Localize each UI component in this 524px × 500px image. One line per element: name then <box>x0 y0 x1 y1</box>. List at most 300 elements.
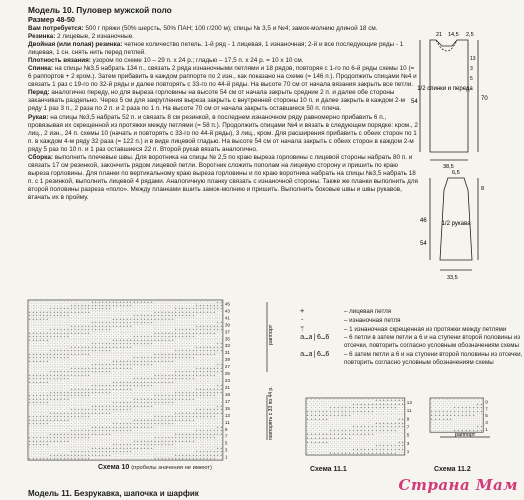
chart112-cell-symbol: · <box>457 425 459 429</box>
chart10-cell-symbol: + <box>210 328 212 332</box>
chart10-cell-symbol: · <box>189 408 191 412</box>
chart10-cell-symbol: · <box>168 383 170 387</box>
chart10-cell-symbol: + <box>74 453 76 457</box>
chart10-cell-symbol: · <box>196 442 198 446</box>
chart10-cell-symbol: + <box>158 331 160 335</box>
chart10-cell-symbol: + <box>98 446 100 450</box>
chart10-cell-symbol: · <box>164 387 166 391</box>
chart10-cell-symbol: · <box>217 415 219 419</box>
chart10-cell-symbol: + <box>210 331 212 335</box>
chart10-cell-symbol: · <box>158 383 160 387</box>
chart10-cell-symbol: + <box>175 411 177 415</box>
chart11-cell-symbol: · <box>402 432 404 436</box>
chart10-cell-symbol: · <box>206 376 208 380</box>
chart10-cell-symbol: + <box>144 342 146 346</box>
chart10-cell-symbol: + <box>32 394 34 398</box>
chart10-cell-symbol: · <box>203 342 205 346</box>
chart10-cell-symbol: · <box>84 300 86 304</box>
chart10-cell-symbol: · <box>137 328 139 332</box>
chart11-cell-symbol: + <box>368 428 371 432</box>
chart10-cell-symbol: · <box>109 373 111 377</box>
chart10-cell-symbol: + <box>57 432 59 436</box>
chart10-cell-symbol: + <box>71 432 73 436</box>
chart10-cell-symbol: + <box>105 324 107 328</box>
chart10-cell-symbol: · <box>46 432 48 436</box>
chart10-cell-symbol: + <box>175 328 177 332</box>
chart10-cell-symbol: · <box>137 387 139 391</box>
chart112-cell-symbol: · <box>465 425 467 429</box>
chart10-cell-symbol: + <box>84 366 86 370</box>
chart10-cell-symbol: + <box>196 352 198 356</box>
chart10-cell-symbol: + <box>109 307 111 311</box>
chart11-cell-symbol: · <box>330 444 332 448</box>
chart10-cell-symbol: + <box>109 369 111 373</box>
chart10-cell-symbol: + <box>178 456 180 460</box>
chart10-cell-symbol: · <box>64 383 66 387</box>
chart10-cell-symbol: + <box>178 376 180 380</box>
chart10-cell-symbol: · <box>151 415 153 419</box>
chart10-cell-symbol: + <box>36 394 38 398</box>
chart10-cell-symbol: + <box>57 355 59 359</box>
chart10-cell-symbol: + <box>192 331 194 335</box>
chart11-cell-symbol: + <box>341 409 344 413</box>
chart10-cell-symbol: · <box>81 300 83 304</box>
chart10-cell-symbol: · <box>102 352 104 356</box>
body-rib: 2 лицевые, 2 изнаночные. <box>55 33 134 40</box>
chart10-cell-symbol: · <box>116 418 118 422</box>
chart10-cell-symbol: · <box>147 456 149 460</box>
chart10-cell-symbol: · <box>64 303 66 307</box>
chart10-cell-symbol: · <box>102 394 104 398</box>
chart10-cell-symbol: + <box>133 422 135 426</box>
chart10-cell-symbol: · <box>50 383 52 387</box>
chart10-cell-symbol: + <box>130 387 132 391</box>
chart10-cell-symbol: · <box>217 352 219 356</box>
chart10-cell-symbol: · <box>116 456 118 460</box>
chart11-cell-symbol: + <box>311 436 314 440</box>
chart11-cell-symbol: + <box>364 451 367 455</box>
chart112-cell-symbol: · <box>454 417 456 421</box>
chart10-cell-symbol: + <box>88 432 90 436</box>
chart10-cell-symbol: · <box>175 404 177 408</box>
chart10-cell-symbol: · <box>53 345 55 349</box>
chart11-cell-symbol: + <box>398 440 401 444</box>
chart10-cell-symbol: + <box>60 307 62 311</box>
chart10-cell-symbol: · <box>203 314 205 318</box>
chart10-cell-symbol: + <box>213 310 215 314</box>
chart10-cell-symbol: · <box>151 390 153 394</box>
chart10-cell-symbol: · <box>39 366 41 370</box>
chart10-cell-symbol: · <box>154 321 156 325</box>
chart10-cell-symbol: + <box>95 349 97 353</box>
chart10-cell-symbol: · <box>119 439 121 443</box>
chart10-cell-symbol: + <box>171 314 173 318</box>
chart11-cell-symbol: + <box>330 406 333 410</box>
chart10-cell-symbol: · <box>116 373 118 377</box>
chart11-cell-symbol: · <box>364 440 366 444</box>
chart11-cell-symbol: + <box>352 409 355 413</box>
chart10-cell-symbol: · <box>151 453 153 457</box>
chart10-cell-symbol: + <box>91 432 93 436</box>
chart112-cell-symbol: + <box>476 409 479 413</box>
chart10-cell-symbol: · <box>116 328 118 332</box>
chart11-cell-symbol: + <box>398 444 401 448</box>
chart10-cell-symbol: · <box>147 366 149 370</box>
chart10-cell-symbol: · <box>98 352 100 356</box>
chart10-cell-symbol: · <box>64 408 66 412</box>
chart10-cell-symbol: · <box>130 439 132 443</box>
chart10-cell-symbol: · <box>175 317 177 321</box>
chart10-cell-symbol: · <box>29 411 31 415</box>
chart112-cell-symbol: · <box>469 421 471 425</box>
chart10-cell-symbol: + <box>151 439 153 443</box>
chart112-cell-symbol: · <box>450 402 452 406</box>
chart10-cell-symbol: · <box>147 453 149 457</box>
chart11-cell-symbol: · <box>383 440 385 444</box>
chart10-cell-symbol: · <box>74 397 76 401</box>
chart10-cell-symbol: + <box>220 303 222 307</box>
chart10-cell-symbol: + <box>147 376 149 380</box>
chart10-cell-symbol: · <box>154 369 156 373</box>
chart10-cell-symbol: + <box>119 300 121 304</box>
chart10-cell-symbol: · <box>161 324 163 328</box>
chart10-cell-symbol: · <box>126 418 128 422</box>
chart11-cell-symbol: + <box>349 451 352 455</box>
chart10-cell-symbol: · <box>206 439 208 443</box>
chart10-cell-symbol: + <box>161 442 163 446</box>
chart10-cell-symbol: + <box>84 345 86 349</box>
chart10-cell-symbol: + <box>133 446 135 450</box>
chart10-cell-symbol: + <box>189 397 191 401</box>
chart10-cell-symbol: + <box>203 307 205 311</box>
chart10-cell-symbol: · <box>119 328 121 332</box>
chart10-cell-symbol: + <box>147 439 149 443</box>
chart112-cell-symbol: + <box>476 406 479 410</box>
chart10-cell-symbol: · <box>189 429 191 433</box>
chart10-cell-symbol: + <box>43 422 45 426</box>
chart10-cell-symbol: · <box>151 373 153 377</box>
chart10-cell-symbol: · <box>220 415 222 419</box>
chart10-cell-symbol: · <box>88 397 90 401</box>
chart10-cell-symbol: · <box>119 355 121 359</box>
chart112-cell-symbol: · <box>442 421 444 425</box>
chart10-cell-symbol: · <box>57 401 59 405</box>
chart10-cell-symbol: · <box>192 446 194 450</box>
chart10-cell-symbol: · <box>91 439 93 443</box>
chart10-cell-symbol: · <box>81 439 83 443</box>
chart10-cell-symbol: · <box>77 442 79 446</box>
legend-text-purl: – изнаночная петля <box>344 317 400 325</box>
chart112-cell-symbol: · <box>442 428 444 432</box>
chart10-cell-symbol: + <box>199 453 201 457</box>
chart11-cell-symbol: · <box>402 428 404 432</box>
chart10-cell-symbol: · <box>154 366 156 370</box>
chart112-cell-symbol: · <box>435 402 437 406</box>
chart10-cell-symbol: · <box>67 303 69 307</box>
chart10-cell-symbol: · <box>81 404 83 408</box>
chart11-cell-symbol: · <box>333 398 335 402</box>
chart112-cell-symbol: · <box>446 425 448 429</box>
chart10-cell-symbol: · <box>210 418 212 422</box>
chart11-cell-symbol: · <box>345 417 347 421</box>
chart10-cell-symbol: + <box>91 408 93 412</box>
chart10-cell-symbol: + <box>158 359 160 363</box>
chart10-cell-symbol: · <box>182 317 184 321</box>
chart10-cell-symbol: · <box>144 449 146 453</box>
chart10-cell-symbol: · <box>39 446 41 450</box>
chart10-cell-symbol: · <box>32 446 34 450</box>
chart10-cell-symbol: + <box>81 449 83 453</box>
chart10-cell-symbol: · <box>88 439 90 443</box>
chart10-cell-symbol: + <box>32 352 34 356</box>
chart10-cell-symbol: + <box>140 442 142 446</box>
legend <box>300 308 524 368</box>
chart11-cell-symbol: · <box>394 432 396 436</box>
chart10-cell-symbol: · <box>88 314 90 318</box>
chart10-cell-symbol: + <box>144 446 146 450</box>
chart10-cell-symbol: · <box>46 324 48 328</box>
chart10-cell-symbol: · <box>36 446 38 450</box>
chart11-cell-symbol: · <box>387 432 389 436</box>
chart10-cell-symbol: · <box>154 362 156 366</box>
chart10-cell-symbol: + <box>210 429 212 433</box>
chart10-cell-symbol: · <box>199 317 201 321</box>
chart10-cell-symbol: · <box>217 359 219 363</box>
chart112-cell-symbol: · <box>435 421 437 425</box>
chart10-cell-symbol: · <box>158 324 160 328</box>
chart10-cell-symbol: · <box>133 449 135 453</box>
chart10-cell-symbol: · <box>119 418 121 422</box>
chart10-cell-symbol: · <box>67 422 69 426</box>
chart10-cell-symbol: · <box>112 335 114 339</box>
chart10-cell-symbol: · <box>189 362 191 366</box>
chart112-cell-symbol: · <box>450 421 452 425</box>
chart10-cell-symbol: · <box>50 338 52 342</box>
chart10-cell-symbol: + <box>154 359 156 363</box>
chart10-cell-symbol: + <box>109 449 111 453</box>
chart10-cell-symbol: · <box>43 321 45 325</box>
chart11-cell-symbol: · <box>318 425 320 429</box>
chart11-cell-symbol: + <box>345 432 348 436</box>
chart10-cell-symbol: + <box>206 352 208 356</box>
chart11-cell-symbol: + <box>360 402 363 406</box>
chart10-cell-symbol: + <box>53 397 55 401</box>
chart10-cell-symbol: · <box>81 383 83 387</box>
chart10-cell-symbol: + <box>182 415 184 419</box>
chart10-cell-symbol: + <box>46 314 48 318</box>
chart112-cell-symbol: · <box>446 402 448 406</box>
chart10-cell-symbol: · <box>196 397 198 401</box>
chart11-cell-symbol: · <box>337 425 339 429</box>
chart10-cell-symbol: + <box>203 349 205 353</box>
chart10-cell-symbol: · <box>151 449 153 453</box>
chart10-cell-symbol: + <box>91 345 93 349</box>
chart10-cell-symbol: + <box>147 300 149 304</box>
chart10-cell-symbol: · <box>140 408 142 412</box>
chart10-cell-symbol: + <box>168 355 170 359</box>
chart10-cell-symbol: · <box>105 394 107 398</box>
chart11-cell-symbol: + <box>326 413 329 417</box>
chart10-cell-symbol: · <box>98 442 100 446</box>
chart10-cell-symbol: · <box>213 335 215 339</box>
chart10-cell-symbol: + <box>210 345 212 349</box>
chart10-cell-symbol: · <box>95 422 97 426</box>
chart11-cell-symbol: + <box>330 409 333 413</box>
chart10-cell-symbol: · <box>81 362 83 366</box>
chart10-cell-symbol: + <box>74 349 76 353</box>
chart10-cell-symbol: + <box>74 411 76 415</box>
chart10-cell-symbol: · <box>147 331 149 335</box>
chart10-cell-symbol: + <box>60 390 62 394</box>
chart10-cell-symbol: + <box>60 453 62 457</box>
chart10-cell-symbol: + <box>189 328 191 332</box>
chart10-cell-symbol: + <box>98 349 100 353</box>
chart10-cell-symbol: + <box>220 425 222 429</box>
chart10-cell-symbol: · <box>137 307 139 311</box>
chart10-cell-symbol: + <box>39 439 41 443</box>
chart10-cell-symbol: · <box>74 355 76 359</box>
chart11-cell-symbol: · <box>337 398 339 402</box>
chart10-cell-symbol: · <box>168 366 170 370</box>
chart10-cell-symbol: + <box>29 439 31 443</box>
chart10-cell-symbol: · <box>46 328 48 332</box>
chart10-cell-symbol: + <box>60 456 62 460</box>
chart10-cell-symbol: + <box>116 387 118 391</box>
chart11-cell-symbol: · <box>387 409 389 413</box>
chart10-cell-symbol: · <box>196 380 198 384</box>
chart11-cell-symbol: · <box>371 398 373 402</box>
chart10-cell-symbol: · <box>189 387 191 391</box>
chart10-cell-symbol: · <box>71 397 73 401</box>
chart10-caption <box>98 464 212 471</box>
chart112-cell-symbol: · <box>450 428 452 432</box>
chart10-cell-symbol: + <box>140 376 142 380</box>
chart10-cell-symbol: · <box>53 387 55 391</box>
chart11-cell-symbol: · <box>318 398 320 402</box>
chart10-cell-symbol: + <box>182 331 184 335</box>
chart11-cell-symbol: · <box>307 402 309 406</box>
chart10-cell-symbol: · <box>46 342 48 346</box>
chart11-cell-symbol: · <box>390 409 392 413</box>
chart10-cell-symbol: · <box>57 300 59 304</box>
chart10-cell-symbol: · <box>189 345 191 349</box>
chart10-cell-symbol: + <box>220 345 222 349</box>
chart10-cell-symbol: · <box>105 373 107 377</box>
chart10-cell-symbol: · <box>178 422 180 426</box>
chart10-cell-symbol: + <box>57 373 59 377</box>
chart11-row-number: 9 <box>407 416 410 421</box>
chart10-cell-symbol: · <box>43 446 45 450</box>
chart10-cell-symbol: + <box>112 359 114 363</box>
chart10-cell-symbol: + <box>140 338 142 342</box>
chart10-cell-symbol: · <box>57 380 59 384</box>
chart10-cell-symbol: + <box>161 359 163 363</box>
chart10-cell-symbol: + <box>95 307 97 311</box>
chart10-cell-symbol: · <box>67 404 69 408</box>
chart10-cell-symbol: + <box>210 352 212 356</box>
chart10-cell-symbol: + <box>77 369 79 373</box>
chart11-cell-symbol: · <box>368 440 370 444</box>
chart10-cell-symbol: + <box>147 425 149 429</box>
chart10-cell-symbol: · <box>74 335 76 339</box>
chart10-cell-symbol: · <box>91 310 93 314</box>
chart10-cell-symbol: + <box>95 387 97 391</box>
chart11-cell-symbol: + <box>394 421 397 425</box>
chart10-caption-note: (пробелы значения не имеют) <box>131 465 212 471</box>
chart10-cell-symbol: · <box>158 300 160 304</box>
chart10-cell-symbol: · <box>171 349 173 353</box>
chart11-cell-symbol: + <box>387 402 390 406</box>
chart10-cell-symbol: · <box>158 321 160 325</box>
chart10-cell-symbol: + <box>112 324 114 328</box>
chart11-cell-symbol: + <box>356 406 359 410</box>
chart10-cell-symbol: · <box>206 425 208 429</box>
chart11-cell-symbol: + <box>360 447 363 451</box>
chart10-cell-symbol: + <box>53 369 55 373</box>
chart10-cell-symbol: · <box>178 442 180 446</box>
chart10-cell-symbol: · <box>164 429 166 433</box>
chart10-cell-symbol: + <box>91 307 93 311</box>
chart10-cell-symbol: · <box>137 310 139 314</box>
chart10-cell-symbol: · <box>36 432 38 436</box>
chart10-cell-symbol: + <box>182 436 184 440</box>
chart10-cell-symbol: · <box>64 366 66 370</box>
chart10-cell-symbol: + <box>29 338 31 342</box>
chart10-cell-symbol: · <box>137 324 139 328</box>
chart10-cell-symbol: + <box>158 376 160 380</box>
chart10-cell-symbol: · <box>189 383 191 387</box>
chart10-cell-symbol: + <box>102 303 104 307</box>
chart10-cell-symbol: + <box>151 380 153 384</box>
chart10-cell-symbol: · <box>53 425 55 429</box>
chart10-cell-symbol: · <box>123 373 125 377</box>
chart10-cell-symbol: · <box>175 401 177 405</box>
chart11-cell-symbol: + <box>311 440 314 444</box>
chart10-cell-symbol: + <box>57 439 59 443</box>
chart10-cell-symbol: + <box>130 422 132 426</box>
chart10-cell-symbol: · <box>77 359 79 363</box>
chart10-cell-symbol: · <box>88 442 90 446</box>
chart10-cell-symbol: + <box>98 328 100 332</box>
chart10-cell-symbol: + <box>71 387 73 391</box>
chart10-cell-symbol: + <box>192 390 194 394</box>
chart10-cell-symbol: · <box>60 387 62 391</box>
chart10-cell-symbol: + <box>32 380 34 384</box>
chart10-cell-symbol: + <box>178 352 180 356</box>
chart11-cell-symbol: · <box>360 444 362 448</box>
chart10-cell-symbol: · <box>206 342 208 346</box>
chart10-cell-symbol: + <box>77 349 79 353</box>
chart10-cell-symbol: + <box>53 376 55 380</box>
chart10-cell-symbol: + <box>220 453 222 457</box>
chart10-cell-symbol: · <box>220 314 222 318</box>
chart10-cell-symbol: + <box>77 456 79 460</box>
chart10-cell-symbol: + <box>168 442 170 446</box>
chart10-cell-symbol: · <box>60 321 62 325</box>
chart10-cell-symbol: · <box>123 376 125 380</box>
chart10-cell-symbol: · <box>130 331 132 335</box>
chart10-cell-symbol: · <box>206 300 208 304</box>
chart11-cell-symbol: · <box>311 447 313 451</box>
chart10-cell-symbol: · <box>196 335 198 339</box>
chart10-cell-symbol: + <box>206 449 208 453</box>
chart10-cell-symbol: + <box>154 355 156 359</box>
chart10-cell-symbol: · <box>39 345 41 349</box>
chart10-cell-symbol: + <box>164 314 166 318</box>
chart10-cell-symbol: + <box>192 335 194 339</box>
chart10-cell-symbol: · <box>67 446 69 450</box>
chart10-cell-symbol: · <box>29 321 31 325</box>
